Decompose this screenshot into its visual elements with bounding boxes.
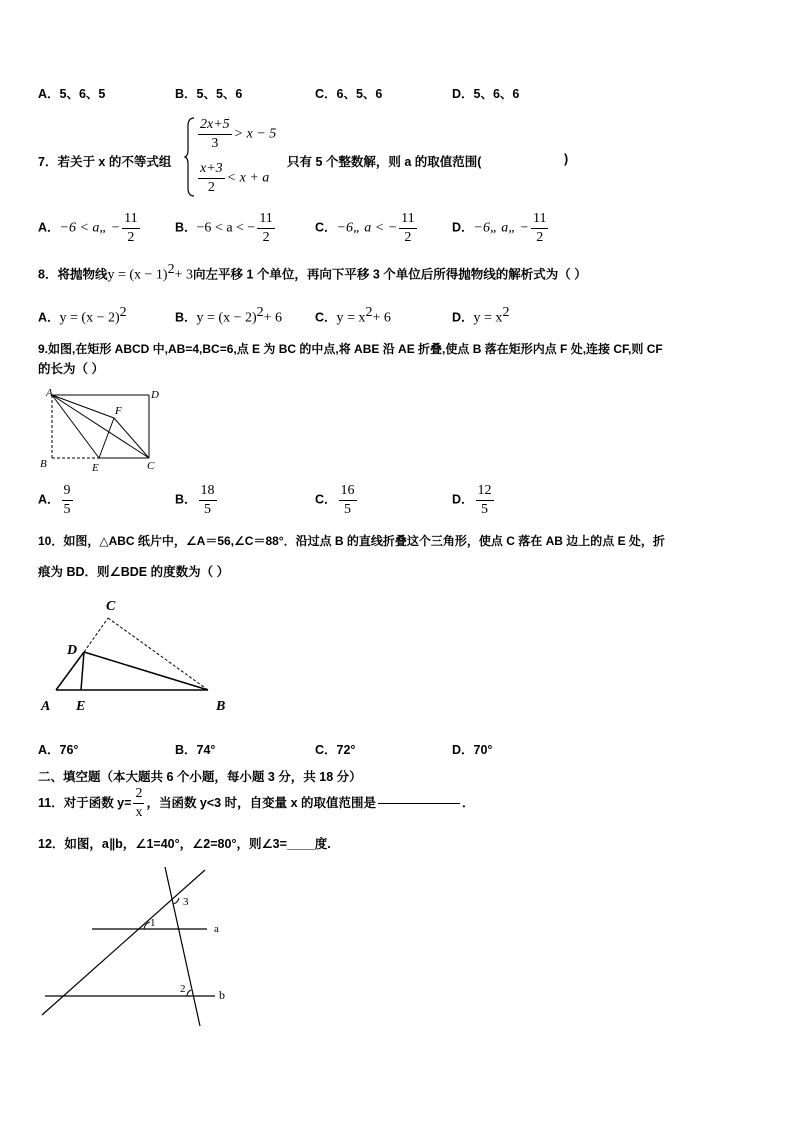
q8-option-c: C．$y = x^2+ 6$ <box>315 305 391 326</box>
q7-option-c: C．−6„ a < − $\frac{11}{2}$ <box>315 211 415 245</box>
q6-option-b: B．5、5、6 <box>175 87 243 101</box>
q9-label-a: A <box>46 387 53 399</box>
q9-option-a: A． $\frac{9}{5}$ <box>38 483 71 517</box>
q10-stem-line2: 痕为 BD．则∠BDE 的度数为（ ） <box>38 565 230 579</box>
section-2-heading: 二、填空题（本大题共 6 个小题，每小题 3 分，共 18 分） <box>38 770 362 784</box>
q12-stem: 12．如图，a∥b，∠1=40°，∠2=80°，则∠3=____度. <box>38 837 331 851</box>
q8-option-a: A．$y = (x - 2)^2$ <box>38 305 127 326</box>
q8-option-d: D．$y = x^2$ <box>452 305 510 326</box>
q6-option-a: A．5、6、5 <box>38 87 106 101</box>
q12-label-b: b <box>219 988 225 1002</box>
q9-label-c: C <box>147 460 155 472</box>
q10-label-d: D <box>67 643 78 658</box>
q12-figure <box>40 862 240 1032</box>
q7-option-a: A．−6 < a„ − $\frac{11}{2}$ <box>38 211 138 245</box>
q7-prefix: 7．若关于 x 的不等式组 <box>38 155 172 169</box>
q10-label-a: A <box>41 699 51 714</box>
q9-label-b: B <box>40 458 47 470</box>
q6-option-d: D．5、6、6 <box>452 87 520 101</box>
q8-stem: 8．将抛物线$y = (x - 1)^2+ 3$向左平移 1 个单位，再向下平移 3 个单位后所得抛物线的解析式为（ ） <box>38 262 587 283</box>
q9-label-f: F <box>115 405 122 417</box>
q7-suffix: 只有 5 个整数解，则 a 的取值范围( <box>287 155 482 169</box>
q12-label-2: 2 <box>180 983 186 995</box>
q10-label-b: B <box>216 699 226 714</box>
q10-option-d: D．70° <box>452 743 493 757</box>
q12-label-3: 3 <box>183 896 189 908</box>
q9-stem-line1: 9.如图,在矩形 ABCD 中,AB=4,BC=6,点 E 为 BC 的中点,将 ABE 沿 AE 折叠,使点 B 落在矩形内点 F 处,连接 CF,则 CF <box>38 342 663 356</box>
q11-answer-blank <box>378 803 460 804</box>
q7-brace <box>184 116 196 198</box>
q10-label-c: C <box>106 599 116 614</box>
q9-option-c: C． $\frac{16}{5}$ <box>315 483 355 517</box>
q9-option-d: D． $\frac{12}{5}$ <box>452 483 492 517</box>
q8-option-b: B．$y = (x - 2)^2+ 6$ <box>175 305 283 326</box>
q7-paren-close: ) <box>564 152 569 166</box>
q9-label-e: E <box>92 462 99 474</box>
q10-option-c: C．72° <box>315 743 356 757</box>
q9-stem-line2: 的长为（ ） <box>38 362 104 376</box>
q9-label-d: D <box>151 389 159 401</box>
q12-label-1: 1 <box>150 917 156 929</box>
q7-option-d: D．−6„ a„ − $\frac{11}{2}$ <box>452 211 547 245</box>
q7-inequality-2: $\frac{x+3}{2}$ < x + a <box>200 161 270 195</box>
q10-option-b: B．74° <box>175 743 216 757</box>
q9-figure <box>36 385 166 475</box>
q7-option-b: B．−6 < a < − $\frac{11}{2}$ <box>175 211 273 245</box>
q10-figure <box>36 592 246 717</box>
q10-option-a: A．76° <box>38 743 79 757</box>
q12-label-a: a <box>214 923 219 935</box>
q10-label-e: E <box>76 699 86 714</box>
q7-inequality-1: $\frac{2x+5}{3}$ > x − 5 <box>200 117 277 151</box>
q10-stem-line1: 10．如图，△ABC 纸片中，∠A＝56,∠C＝88°．沿过点 B 的直线折叠这个三角形，使点 C 落在 AB 边上的点 E 处，折 <box>38 534 665 548</box>
q6-option-c: C．6、5、6 <box>315 87 383 101</box>
q9-option-b: B． $\frac{18}{5}$ <box>175 483 215 517</box>
q11-stem: 11．对于函数 y= $\frac{2}{x}$ ，当函数 y<3 时，自变量 x 的取值范围是 ． <box>38 786 475 820</box>
